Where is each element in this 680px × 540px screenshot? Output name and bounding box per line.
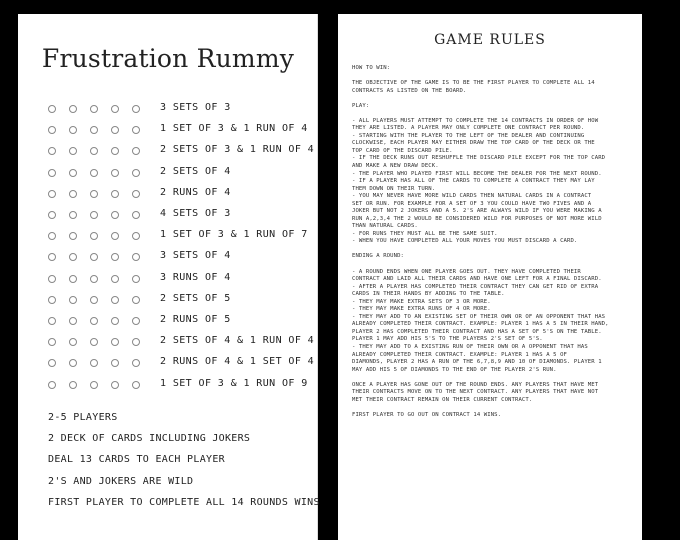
- score-circle[interactable]: [48, 317, 56, 325]
- score-circle[interactable]: [69, 126, 77, 134]
- round-row: [18, 208, 318, 224]
- score-circle[interactable]: [48, 381, 56, 389]
- score-circle[interactable]: [48, 338, 56, 346]
- score-circle[interactable]: [111, 147, 119, 155]
- score-circle[interactable]: [69, 359, 77, 367]
- score-circle[interactable]: [69, 296, 77, 304]
- score-circle[interactable]: [132, 126, 140, 134]
- score-circle[interactable]: [111, 359, 119, 367]
- round-label: 2 RUNS OF 4: [160, 186, 231, 198]
- score-circle[interactable]: [90, 126, 98, 134]
- score-circle[interactable]: [90, 211, 98, 219]
- round-row: [18, 166, 318, 182]
- score-circle[interactable]: [90, 232, 98, 240]
- score-circle[interactable]: [90, 359, 98, 367]
- rules-paragraph: - A ROUND ENDS WHEN ONE PLAYER GOES OUT. THEY HAVE COMPLETED THEIR CONTRACT AND LAID ALL THEIR CARDS AND HAVE ONE LEFT FOR A FINAL DISCARD. - AFTER A PLAYER HAS COMPLETED THEIR CONTRACT THEY CAN GET RID OF EXTRA CARDS IN THEIR HANDS BY ADDING TO THE TABLE. - THEY MAY MAKE EXTRA SETS OF 3 OR MORE. - THEY MAY MAKE EXTRA RUNS OF 4 OR MORE. - THEY MAY ADD TO AN EXISTING SET OF THEIR OWN OR OF AN OPPONENT THAT HAS ALREADY COMPLETED THEIR CONTRACT. EXAMPLE: PLAYER 1 HAS A 5 IN THEIR HAND, PLAYER 2 HAS COMPLETED THEIR CONTRACT AND HAS A SET OF 5'S ON THE TABLE. PLAYER 1 MAY ADD HIS 5'S TO THE PLAYERS 2'S SET OF 5'S. - THEY MAY ADD TO A EXISTING RUN OF THEIR OWN OR A OPPONENT THAT HAS ALREADY COMPLETED THEIR CONTRACT. EXAMPLE: PLAYER 1 HAS A 5 OF DIAMONDS, PLAYER 2 HAS A RUN OF THE 6,7,8,9 AND 10 OF DIAMONDS. PLAYER 1 MAY ADD HIS 5 OF DIAMONDS TO THE END OF THE PLAYER 2'S RUN.: [352, 268, 609, 373]
- round-row: [18, 335, 318, 351]
- round-label: 2 SETS OF 4: [160, 165, 231, 177]
- round-row: [18, 229, 318, 245]
- score-circle[interactable]: [132, 317, 140, 325]
- score-circle[interactable]: [48, 253, 56, 261]
- score-circle[interactable]: [48, 296, 56, 304]
- score-circle[interactable]: [90, 147, 98, 155]
- score-circle[interactable]: [132, 232, 140, 240]
- score-circle[interactable]: [90, 296, 98, 304]
- score-circle[interactable]: [132, 381, 140, 389]
- score-circle[interactable]: [132, 359, 140, 367]
- score-circle[interactable]: [111, 169, 119, 177]
- score-circle[interactable]: [132, 190, 140, 198]
- score-circle[interactable]: [48, 126, 56, 134]
- round-row: [18, 293, 318, 309]
- score-circle[interactable]: [90, 381, 98, 389]
- round-row: [18, 314, 318, 330]
- score-circle[interactable]: [69, 317, 77, 325]
- round-label: 3 SETS OF 4: [160, 250, 231, 262]
- score-circle[interactable]: [90, 169, 98, 177]
- page-title: Frustration Rummy: [41, 44, 295, 73]
- round-row: [18, 187, 318, 203]
- rules-page: [338, 14, 642, 540]
- round-label: 2 SETS OF 3 & 1 RUN OF 4: [160, 144, 315, 156]
- round-row: [18, 356, 318, 372]
- round-label: 4 SETS OF 3: [160, 208, 231, 219]
- round-label: 3 SETS OF 3: [160, 102, 231, 113]
- rules-paragraph: - ALL PLAYERS MUST ATTEMPT TO COMPLETE THE 14 CONTRACTS IN ORDER OF HOW THEY ARE LISTED. A PLAYER MAY ONLY COMPLETE ONE CONTRACT PER ROUND. - STARTING WITH THE PLAYER TO THE LEFT OF THE DEALER AND CONTINUING CLOCKWISE, EACH PLAYER MAY EITHER DRAW THE TOP CARD OF THE DECK OR THE TOP CARD OF THE DISCARD PILE. - IF THE DECK RUNS OUT RESHUFFLE THE DISCARD PILE EXCEPT FOR THE TOP CARD AND MAKE A NEW DRAW DECK. - THE PLAYER WHO PLAYED FIRST WILL BECOME THE DEALER FOR THE NEXT ROUND. - IF A PLAYER HAS ALL OF THE CARDS TO COMPLETE A CONTRACT THEY MAY LAY THEM DOWN ON THEIR TURN. - YOU MAY NEVER HAVE MORE WILD CARDS THEN NATURAL CARDS IN A CONTRACT SET OR RUN. FOR EXAMPLE FOR A SET OF 3 YOU COULD HAVE TWO FIVES AND A JOKER BUT NOT 2 JOKERS AND A 5. 2'S ARE ALWAYS WILD IF YOU WERE MAKING A RUN A,2,3,4 THE 2 WOULD BE CONSIDERED WILD FOR PURPOSES OF NOT MORE WILD THAN NATURAL CARDS. - FOR RUNS THEY MUST ALL BE THE SAME SUIT. - WHEN YOU HAVE COMPLETED ALL YOUR MOVES YOU MUST DISCARD A CARD.: [352, 117, 606, 245]
- score-circle[interactable]: [132, 253, 140, 261]
- rules-body: [352, 65, 636, 427]
- info-line: 2-5 PLAYERS: [48, 412, 118, 423]
- score-circle[interactable]: [90, 317, 98, 325]
- score-circle[interactable]: [132, 296, 140, 304]
- score-circle[interactable]: [90, 338, 98, 346]
- round-label: 3 RUNS OF 4: [160, 271, 231, 283]
- score-circle[interactable]: [111, 317, 119, 325]
- rules-paragraph: ONCE A PLAYER HAS GONE OUT OF THE ROUND ENDS. ANY PLAYERS THAT HAVE MET THEIR CONTRACTS MOVE ON TO THE NEXT CONTRACT. ANY PLAYERS THAT HAVE NOT MET THEIR CONTRACT REMAIN ON THEIR CURRENT CONTRACT.: [352, 381, 599, 403]
- score-circle[interactable]: [69, 232, 77, 240]
- score-circle[interactable]: [69, 169, 77, 177]
- rules-paragraph: HOW TO WIN:: [352, 65, 391, 71]
- score-circle[interactable]: [111, 275, 119, 283]
- round-row: [18, 123, 318, 139]
- score-circle[interactable]: [48, 169, 56, 177]
- score-circle[interactable]: [48, 147, 56, 155]
- round-row: [18, 144, 318, 160]
- score-circle[interactable]: [69, 211, 77, 219]
- round-label: 2 SETS OF 5: [160, 292, 231, 304]
- info-line: 2'S AND JOKERS ARE WILD: [48, 475, 194, 487]
- score-sheet-page: [18, 14, 318, 540]
- round-label: 1 SET OF 3 & 1 RUN OF 9: [160, 377, 308, 389]
- score-circle[interactable]: [69, 338, 77, 346]
- score-circle[interactable]: [90, 275, 98, 283]
- info-line: FIRST PLAYER TO COMPLETE ALL 14 ROUNDS WINS: [48, 496, 320, 508]
- round-label: 2 SETS OF 4 & 1 RUN OF 4: [160, 335, 315, 347]
- info-line: 2 DECK OF CARDS INCLUDING JOKERS: [48, 433, 251, 445]
- score-circle[interactable]: [111, 126, 119, 134]
- rules-title: GAME RULES: [434, 32, 546, 48]
- score-circle[interactable]: [111, 190, 119, 198]
- score-circle[interactable]: [90, 190, 98, 198]
- score-circle[interactable]: [132, 169, 140, 177]
- score-circle[interactable]: [132, 275, 140, 283]
- round-row: [18, 250, 318, 266]
- score-circle[interactable]: [48, 232, 56, 240]
- score-circle[interactable]: [48, 105, 56, 113]
- round-row: [18, 378, 318, 394]
- round-row: [18, 272, 318, 288]
- round-row: [18, 102, 318, 118]
- score-circle[interactable]: [132, 338, 140, 346]
- score-circle[interactable]: [111, 211, 119, 219]
- score-circle[interactable]: [69, 105, 77, 113]
- score-circle[interactable]: [48, 190, 56, 198]
- round-label: 2 RUNS OF 4 & 1 SET OF 4: [160, 356, 315, 368]
- score-circle[interactable]: [69, 275, 77, 283]
- score-circle[interactable]: [48, 275, 56, 283]
- score-circle[interactable]: [111, 232, 119, 240]
- info-line: DEAL 13 CARDS TO EACH PLAYER: [48, 454, 225, 466]
- rules-paragraph: ENDING A ROUND:: [352, 253, 405, 260]
- score-circle[interactable]: [69, 253, 77, 261]
- score-circle[interactable]: [90, 105, 98, 113]
- score-circle[interactable]: [48, 211, 56, 219]
- score-circle[interactable]: [111, 105, 119, 113]
- rules-paragraph: FIRST PLAYER TO GO OUT ON CONTRACT 14 WINS.: [352, 411, 502, 418]
- score-circle[interactable]: [69, 147, 77, 155]
- score-circle[interactable]: [111, 381, 119, 389]
- score-circle[interactable]: [132, 211, 140, 219]
- rules-paragraph: THE OBJECTIVE OF THE GAME IS TO BE THE FIRST PLAYER TO COMPLETE ALL 14 CONTRACTS AS LISTED ON THE BOARD.: [352, 80, 595, 94]
- score-circle[interactable]: [69, 190, 77, 198]
- score-circle[interactable]: [132, 147, 140, 155]
- score-circle[interactable]: [48, 359, 56, 367]
- round-label: 1 SET OF 3 & 1 RUN OF 4: [160, 123, 308, 135]
- score-circle[interactable]: [111, 338, 119, 346]
- score-circle[interactable]: [132, 105, 140, 113]
- round-label: 2 RUNS OF 5: [160, 314, 231, 325]
- score-circle[interactable]: [111, 253, 119, 261]
- round-label: 1 SET OF 3 & 1 RUN OF 7: [160, 229, 308, 241]
- score-circle[interactable]: [69, 381, 77, 389]
- score-circle[interactable]: [111, 296, 119, 304]
- rules-paragraph: PLAY:: [352, 102, 370, 109]
- score-circle[interactable]: [90, 253, 98, 261]
